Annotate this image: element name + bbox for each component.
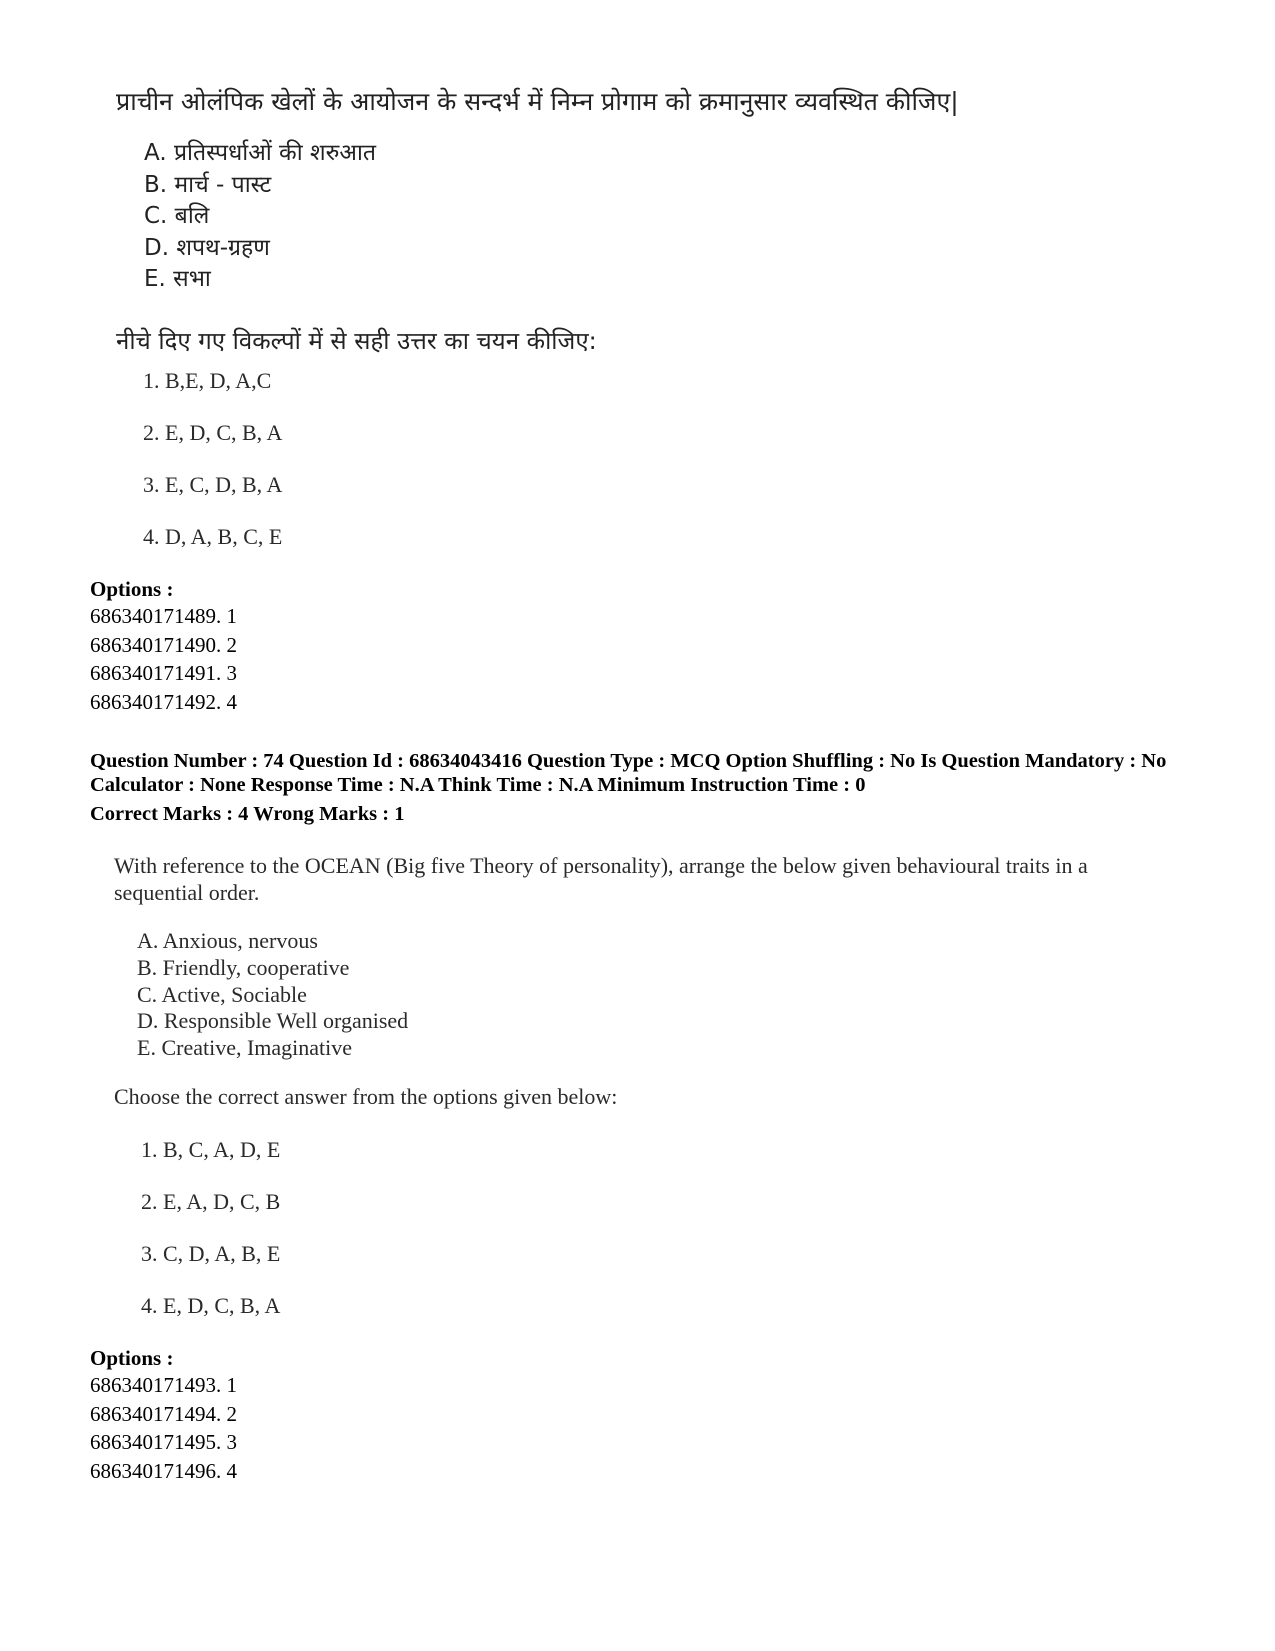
answer-choice: 2. E, D, C, B, A xyxy=(143,420,283,445)
option-item: 686340171489. 1 xyxy=(90,604,237,628)
answer-choice: 1. B,E, D, A,C xyxy=(143,368,272,393)
question-instruction: Choose the correct answer from the options given below: xyxy=(114,1084,618,1109)
answer-choice: 1. B, C, A, D, E xyxy=(141,1137,281,1162)
option-item: 686340171496. 4 xyxy=(90,1459,237,1484)
option-item: 686340171494. 2 xyxy=(90,1401,237,1426)
statement-item: D. Responsible Well organised xyxy=(137,1008,409,1034)
statement-list xyxy=(137,928,408,1062)
options-heading: Options : xyxy=(90,577,174,601)
options-list xyxy=(90,1371,237,1486)
question-marks: Correct Marks : 4 Wrong Marks : 1 xyxy=(90,803,405,825)
question-meta: Question Number : 74 Question Id : 68634043416 Question Type : MCQ Option Shuffling : No Is Question Mandatory : No Calculator : None Response Time : N.A Think Time : N.A Minimum Instruction Time : 0 xyxy=(90,750,1167,796)
statement-list xyxy=(144,138,376,296)
answer-choice: 4. D, A, B, C, E xyxy=(143,524,283,549)
question-instruction: नीचे दिए गए विकल्पों में से सही उत्तर का चयन कीजिए: xyxy=(116,327,597,355)
question-stem: With reference to the OCEAN (Big five Theory of personality), arrange the below given behavioural traits in a sequential order. xyxy=(114,853,1088,905)
statement-item: E. Creative, Imaginative xyxy=(137,1035,353,1061)
statement-item: D. शपथ-ग्रहण xyxy=(144,234,270,261)
statement-item: B. Friendly, cooperative xyxy=(137,954,350,980)
statement-item: E. सभा xyxy=(144,266,211,292)
statement-item: B. मार्च - पास्ट xyxy=(144,171,272,198)
option-item: 686340171495. 3 xyxy=(90,1430,237,1455)
options-heading: Options : xyxy=(90,1346,174,1370)
statement-item: A. प्रतिस्पर्धाओं की शरुआत xyxy=(144,140,376,166)
statement-item: C. बलि xyxy=(144,203,210,229)
question-stem: प्राचीन ओलंपिक खेलों के आयोजन के सन्दर्भ में निम्न प्रोगाम को क्रमानुसार व्यवस्थित कीजिए| xyxy=(116,87,959,116)
answer-choice: 3. E, C, D, B, A xyxy=(143,472,283,497)
option-item: 686340171493. 1 xyxy=(90,1373,237,1397)
options-list xyxy=(90,602,237,717)
option-item: 686340171490. 2 xyxy=(90,632,237,657)
option-item: 686340171491. 3 xyxy=(90,661,237,686)
answer-choice: 4. E, D, C, B, A xyxy=(141,1293,281,1318)
statement-item: A. Anxious, nervous xyxy=(137,928,318,953)
option-item: 686340171492. 4 xyxy=(90,690,237,715)
statement-item: C. Active, Sociable xyxy=(137,981,307,1007)
answer-choice: 3. C, D, A, B, E xyxy=(141,1241,281,1266)
answer-choice: 2. E, A, D, C, B xyxy=(141,1189,281,1214)
